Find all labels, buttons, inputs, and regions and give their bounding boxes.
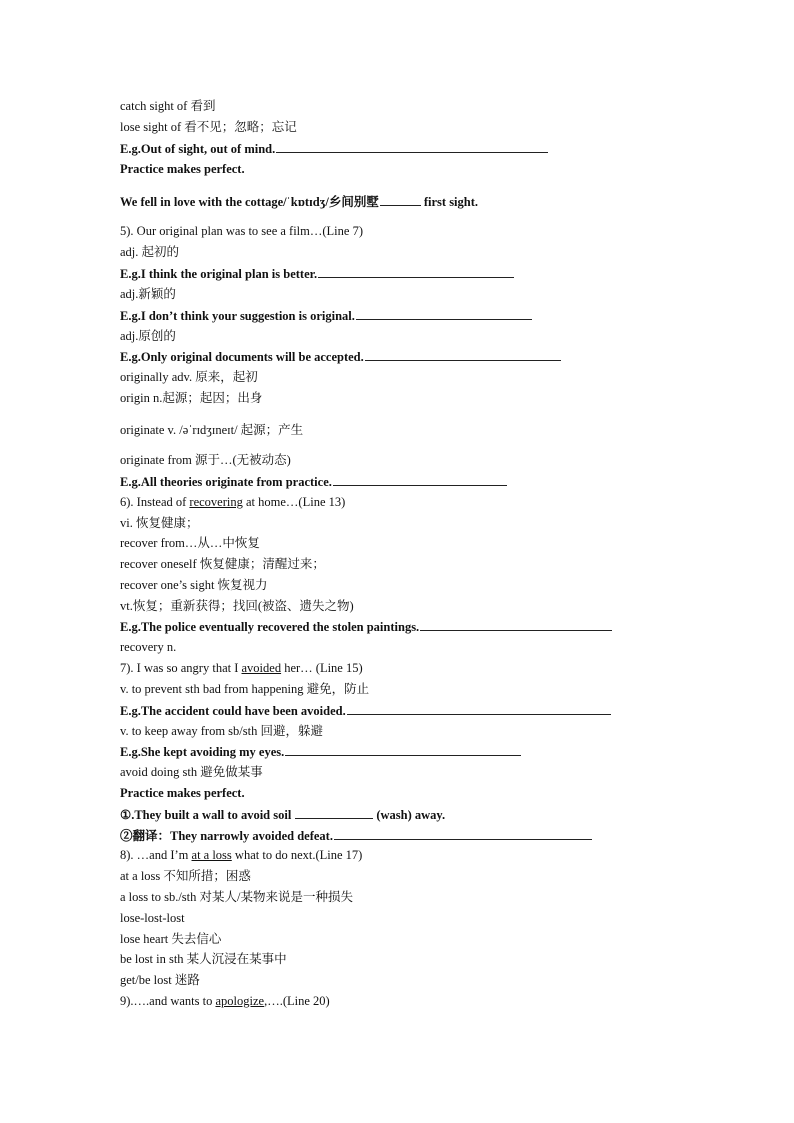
answer-blank[interactable] bbox=[285, 743, 521, 756]
example-line bbox=[120, 140, 548, 157]
example-text: E.g.The accident could have been avoided. bbox=[120, 704, 346, 718]
text-line: lose-lost-lost bbox=[120, 911, 185, 925]
text-line: adj.原创的 bbox=[120, 329, 176, 343]
exercise-line bbox=[120, 806, 445, 823]
example-text: E.g.Only original documents will be accepted. bbox=[120, 350, 364, 364]
answer-blank[interactable] bbox=[276, 140, 548, 153]
text-segment: at home…(Line 13) bbox=[242, 495, 346, 509]
text-line: lose heart 失去信心 bbox=[120, 932, 222, 946]
answer-blank[interactable] bbox=[333, 473, 507, 486]
exercise-text: ②翻译：They narrowly avoided defeat. bbox=[120, 829, 333, 843]
text-line: avoid doing sth 避免做某事 bbox=[120, 765, 263, 779]
text-segment: 9).….and wants to bbox=[120, 994, 216, 1008]
text-segment: 7). I was so angry that I bbox=[120, 661, 242, 675]
answer-blank[interactable] bbox=[318, 265, 514, 278]
example-line bbox=[120, 702, 611, 719]
keyword: at a loss bbox=[191, 848, 232, 862]
keyword: recovering bbox=[189, 495, 243, 509]
text-line: recover one’s sight 恢复视力 bbox=[120, 578, 268, 592]
example-line bbox=[120, 265, 514, 282]
text-line bbox=[120, 494, 345, 510]
example-line bbox=[120, 307, 532, 324]
heading-line: Practice makes perfect. bbox=[120, 162, 245, 176]
answer-blank[interactable] bbox=[295, 806, 373, 819]
answer-blank[interactable] bbox=[380, 193, 421, 206]
keyword: avoided bbox=[241, 661, 282, 675]
text-segment: 6). Instead of bbox=[120, 495, 190, 509]
example-text: E.g.She kept avoiding my eyes. bbox=[120, 745, 285, 759]
text-line: origin n.起源；起因；出身 bbox=[120, 391, 263, 405]
exercise-text: We fell in love with the cottage/ˈkɒtɪdʒ/乡间别墅 bbox=[120, 195, 379, 209]
text-segment: ,….(Line 20) bbox=[264, 994, 330, 1008]
example-text: E.g.I think the original plan is better. bbox=[120, 267, 318, 281]
example-text: E.g.I don’t think your suggestion is original. bbox=[120, 309, 355, 323]
text-line: recover oneself 恢复健康；清醒过来； bbox=[120, 557, 325, 571]
text-line: be lost in sth 某人沉浸在某事中 bbox=[120, 952, 287, 966]
answer-blank[interactable] bbox=[365, 348, 561, 361]
text-line: lose sight of 看不见；忽略；忘记 bbox=[120, 120, 297, 134]
text-line bbox=[120, 660, 363, 676]
answer-blank[interactable] bbox=[420, 618, 612, 631]
example-text: E.g.All theories originate from practice. bbox=[120, 475, 332, 489]
answer-blank[interactable] bbox=[356, 307, 532, 320]
text-line: adj. 起初的 bbox=[120, 245, 180, 259]
exercise-text: ①.They built a wall to avoid soil bbox=[120, 808, 292, 822]
example-line bbox=[120, 618, 612, 635]
answer-blank[interactable] bbox=[347, 702, 611, 715]
text-line bbox=[120, 993, 330, 1009]
exercise-text: first sight. bbox=[423, 195, 479, 209]
exercise-line bbox=[120, 827, 592, 844]
text-line: v. to keep away from sb/sth 回避，躲避 bbox=[120, 724, 323, 738]
text-line bbox=[120, 847, 362, 863]
text-line: catch sight of 看到 bbox=[120, 99, 216, 113]
text-segment: 8). …and I’m bbox=[120, 848, 192, 862]
text-line: adj.新颖的 bbox=[120, 287, 176, 301]
text-line: a loss to sb./sth 对某人/某物来说是一种损失 bbox=[120, 890, 353, 904]
exercise-line bbox=[120, 193, 478, 210]
example-text: E.g.Out of sight, out of mind. bbox=[120, 142, 276, 156]
example-line bbox=[120, 743, 521, 760]
text-line: vt.恢复；重新获得；找回(被盗、遗失之物) bbox=[120, 599, 354, 613]
example-line bbox=[120, 473, 507, 490]
text-line: 5). Our original plan was to see a film…(Line 7) bbox=[120, 224, 363, 238]
text-segment: her… (Line 15) bbox=[281, 661, 363, 675]
keyword: apologize bbox=[215, 994, 265, 1008]
example-line bbox=[120, 348, 561, 365]
text-line: originally adv. 原来，起初 bbox=[120, 370, 258, 384]
example-text: E.g.The police eventually recovered the stolen paintings. bbox=[120, 620, 420, 634]
text-line: at a loss 不知所措；困惑 bbox=[120, 869, 251, 883]
text-line: get/be lost 迷路 bbox=[120, 973, 200, 987]
text-segment: what to do next.(Line 17) bbox=[231, 848, 363, 862]
text-line: vi. 恢复健康； bbox=[120, 516, 199, 530]
text-line: originate v. /əˈrɪdʒɪneɪt/ 起源；产生 bbox=[120, 423, 304, 437]
answer-blank[interactable] bbox=[334, 827, 592, 840]
text-line: originate from 源于…(无被动态) bbox=[120, 453, 291, 467]
text-line: recover from…从…中恢复 bbox=[120, 536, 260, 550]
text-line: v. to prevent sth bad from happening 避免，防止 bbox=[120, 682, 370, 696]
heading-line: Practice makes perfect. bbox=[120, 786, 245, 800]
text-line: recovery n. bbox=[120, 640, 177, 654]
exercise-text: (wash) away. bbox=[376, 808, 446, 822]
